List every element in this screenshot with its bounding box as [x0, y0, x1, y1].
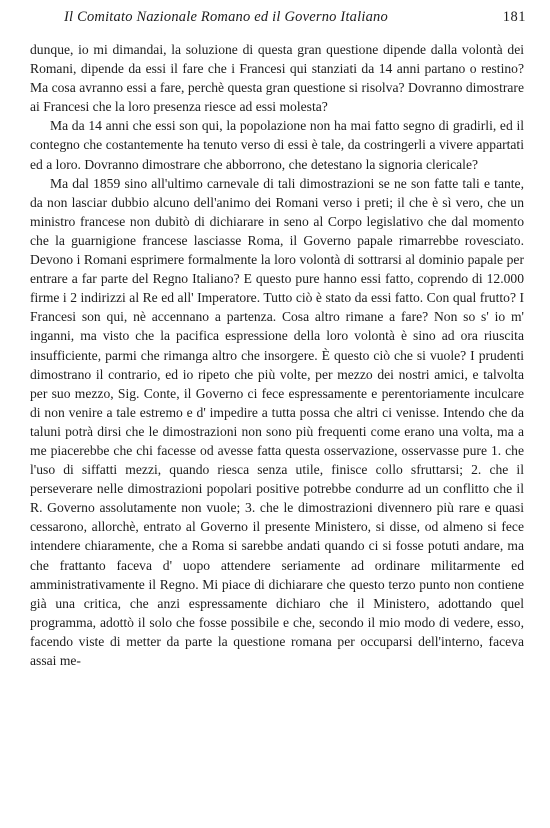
running-title: Il Comitato Nazionale Romano ed il Governo Italiano	[64, 9, 388, 25]
page-number: 181	[502, 9, 526, 25]
running-head	[28, 9, 528, 31]
paragraph: Ma da 14 anni che essi son qui, la popolazione non ha mai fatto segno di gradirli, ed il contegno che costantemente ha tenuto verso di essi è tale, da costringerli a vivere appartati ed a loro. Dovranno dimostrare che abborrono, che detestano la signoria clericale?	[30, 118, 524, 172]
body-text	[30, 40, 524, 670]
paragraph: Ma dal 1859 sino all'ultimo carnevale di tali dimostrazioni se ne son fatte tali e tante, da non lasciar dubbio alcuno dell'animo dei Romani verso i preti; il che è sì vero, che un ministro francese non dubitò di dichiarare in seno al Corpo legislativo che dal momento che la guarnigione francese lasciasse Roma, il Governo papale rimarrebbe rovesciato. Devono i Romani esprimere formalmente la loro volontà di sottrarsi al dominio papale per entrare a far parte del Regno Italiano? E questo pure hanno essi fatto, coprendo di 12.000 firme i 2 indirizzi al Re ed all' Imperatore. Tutto ciò è stato da essi fatto. Con qual frutto? I Francesi son qui, nè accennano a partenza. Cosa altro rimane a fare? Non so s' io m' inganni, ma visto che la pacifica espressione della loro volontà è sino ad ora riuscita insufficiente, parmi che rimanga altro che insorgere. È questo ciò che si vuole? I prudenti dimostrano il contrario, ed io ripeto che più volte, per mezzo dei nostri amici, e talvolta per suo mezzo, Sig. Conte, il Governo ci fece espressamente e perentoriamente inculcare di non venire a tale estremo e d' impedire a tutta possa che altri ci venisse. Intendo che da taluni potrà dirsi che le dimostrazioni non sono più frequenti come erano una volta, ma a me piacerebbe che chi facesse od avesse fatta questa osservazione, osservasse pure 1. che l'uso di siffatti mezzi, quando riesca senza utile, finisce collo sfruttarsi; 2. che il perseverare nelle dimostrazioni popolari positive potrebbe condurre ad un conflitto che il R. Governo assolutamente non vuole; 3. che le dimostrazioni divennero più rare e quasi cessarono, allorchè, entrato al Governo il presente Ministero, si disse, od almeno si fece intendere chiaramente, che a Roma si sarebbe andati quando ci si fosse potuti andare, ma che frattanto faceva d' uopo attendere seriamente ad ordinare militarmente ed amministrativamente il Regno. Mi piace di dichiarare che questo terzo punto non contiene già una critica, che anzi espressamente dichiaro che il Ministero, adottando quel programma, adottò il solo che fosse possibile e che, secondo il mio modo di vedere, esso, facendo viste di metter da parte la questione romana per occuparsi dell'interno, faceva assai me-	[30, 175, 524, 668]
paragraph: dunque, io mi dimandai, la soluzione di questa gran questione dipende dalla volontà dei Romani, dipende da essi il fare che i Francesi qui stanziati da 14 anni partano o restino? Ma cosa avranno essi a fare, perchè questa gran questione si risolva? Dovranno dimostrare ai Francesi che la loro presenza riesce ad essi molesta?	[30, 42, 524, 115]
